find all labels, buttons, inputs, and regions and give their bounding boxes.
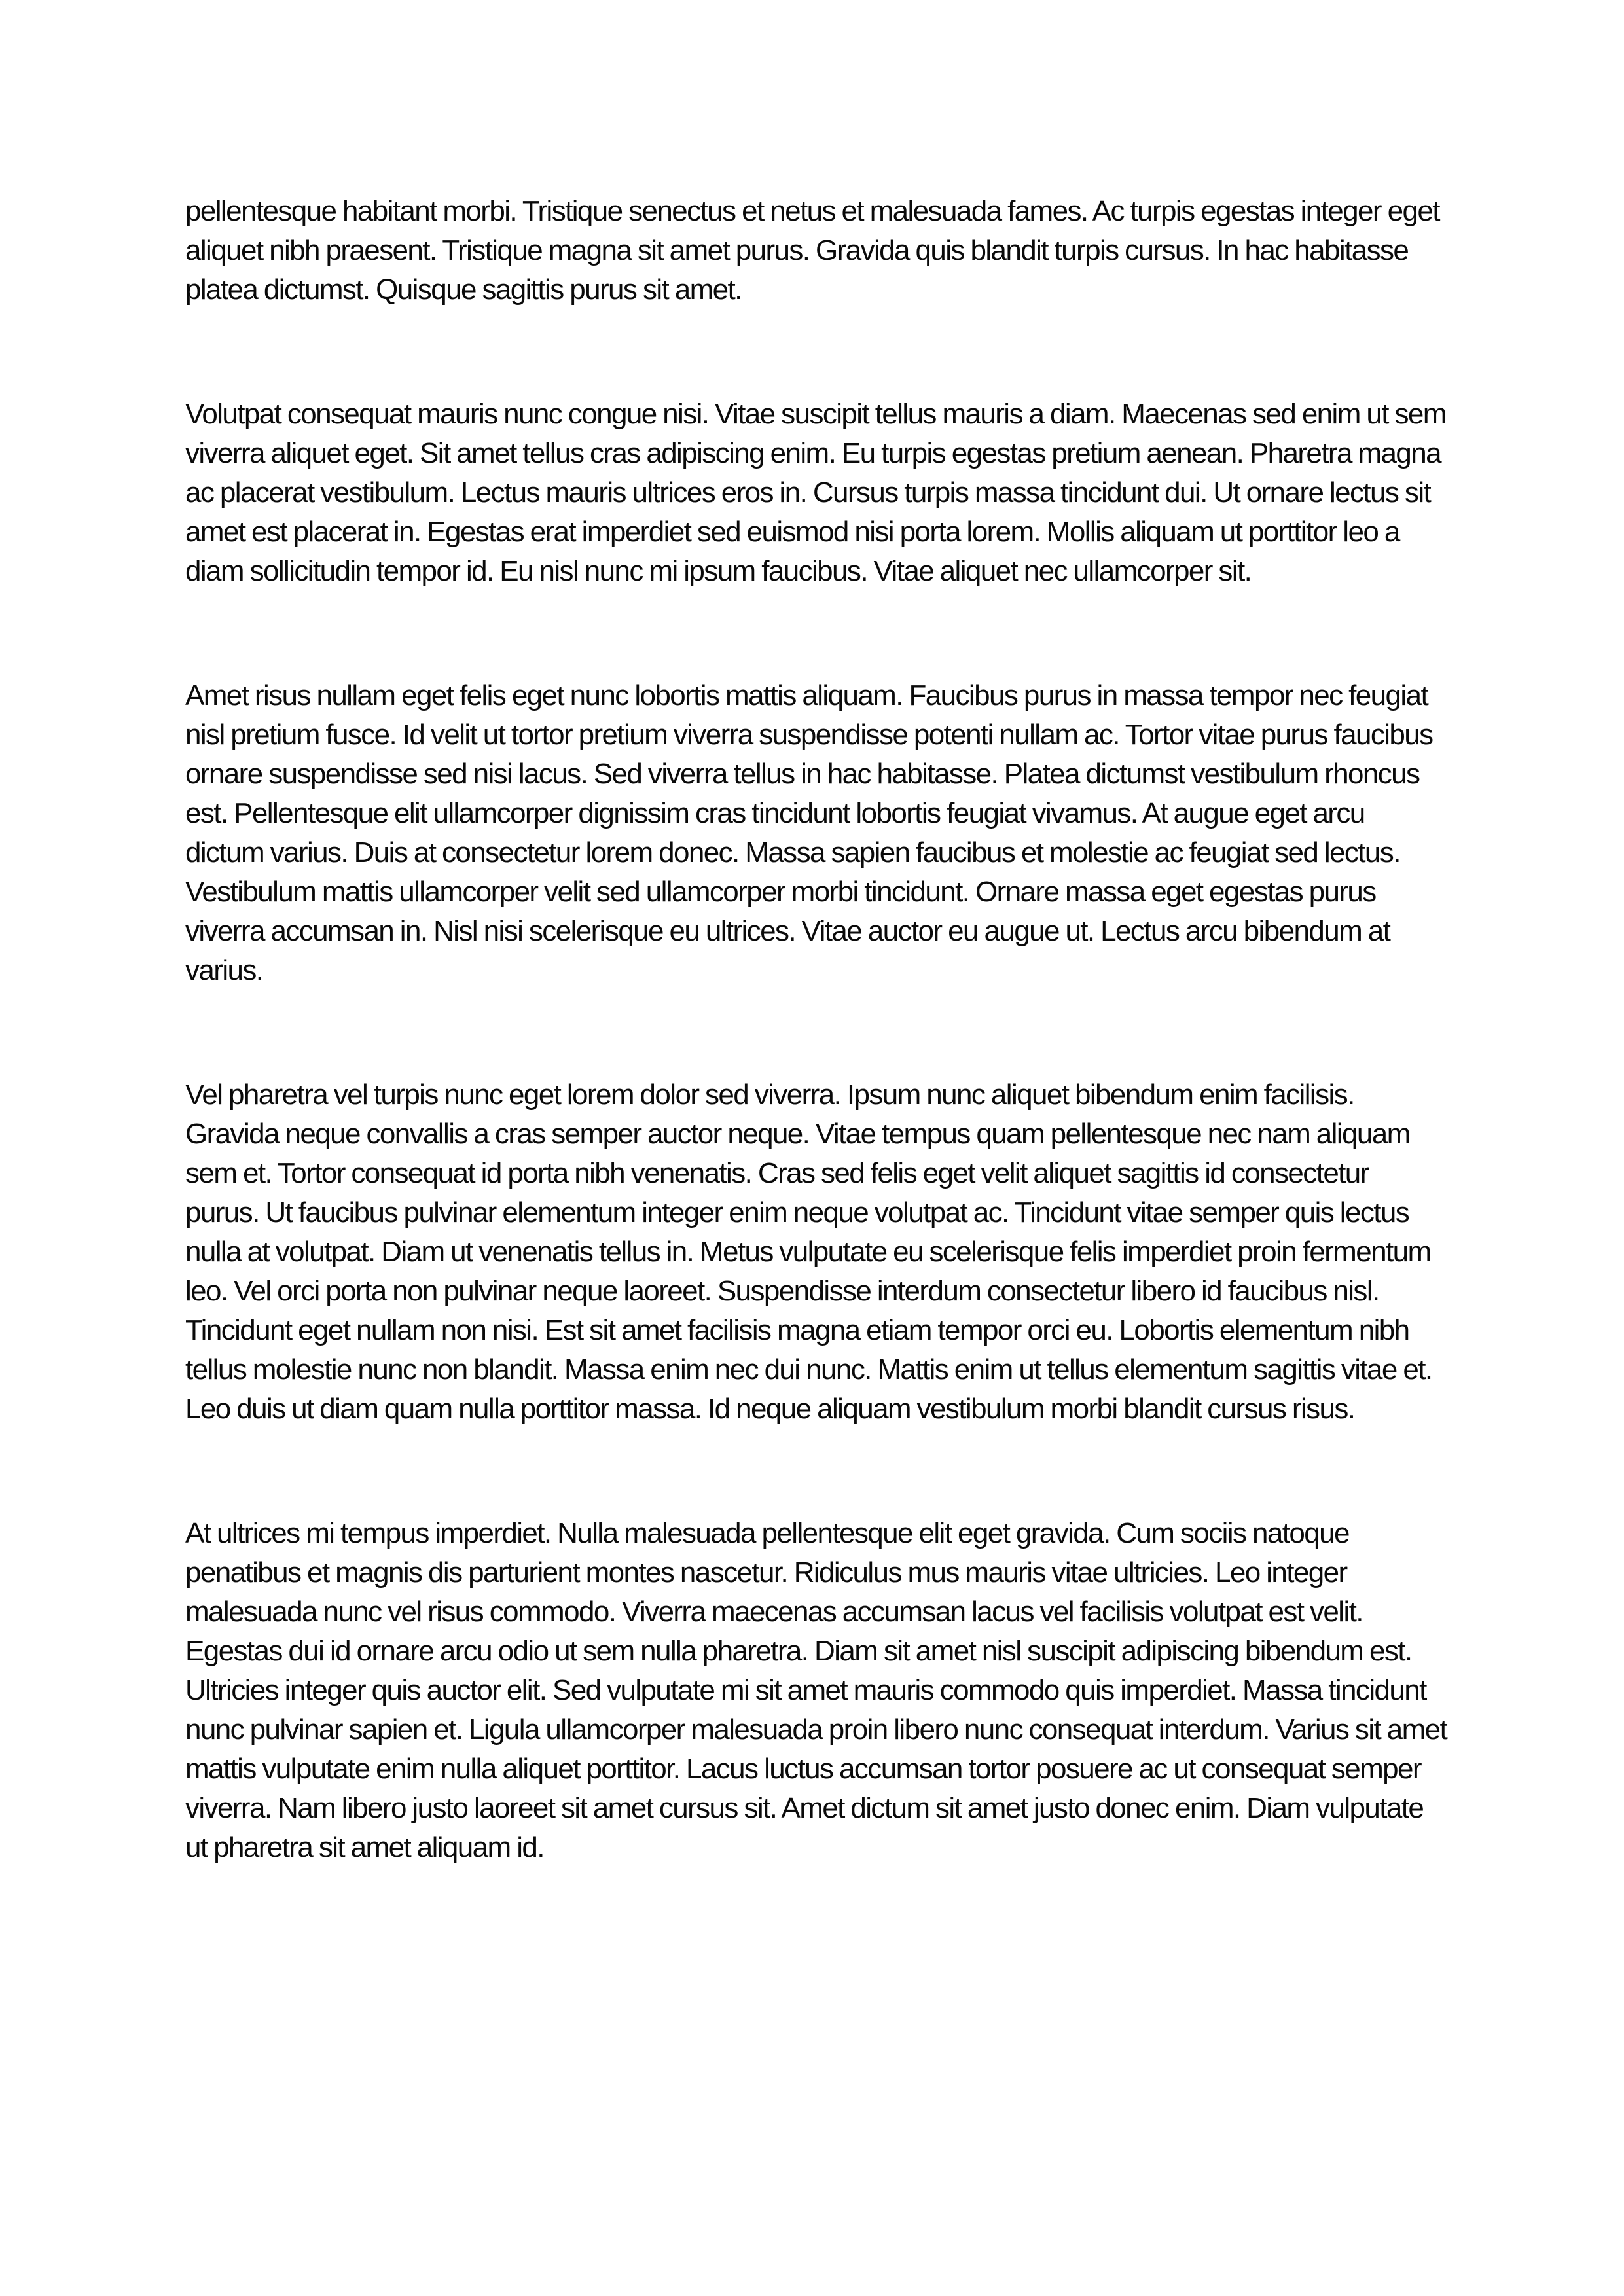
paragraph-1: pellentesque habitant morbi. Tristique senectus et netus et malesuada fames. Ac turpis egestas integer eget aliquet nibh praesent. Tristique magna sit amet purus. Gravida quis blandit turpis cursus. In hac habitasse platea dictumst. Quisque sagittis purus sit amet.: [185, 195, 1439, 306]
text-body: [185, 192, 1449, 1867]
paragraph-4: Vel pharetra vel turpis nunc eget lorem dolor sed viverra. Ipsum nunc aliquet bibendum enim facilisis. Gravida neque convallis a cras semper auctor neque. Vitae tempus quam pellentesque nec nam aliquam sem et. Tortor consequat id porta nibh venenatis. Cras sed felis eget velit aliquet sagittis id consectetur purus. Ut faucibus pulvinar elementum integer enim neque volutpat ac. Tincidunt vitae semper quis lectus nulla at volutpat. Diam ut venenatis tellus in. Metus vulputate eu scelerisque felis imperdiet proin fermentum leo. Vel orci porta non pulvinar neque laoreet. Suspendisse interdum consectetur libero id faucibus nisl. Tincidunt eget nullam non nisi. Est sit amet facilisis magna etiam tempor orci eu. Lobortis elementum nibh tellus molestie nunc non blandit. Massa enim nec dui nunc. Mattis enim ut tellus elementum sagittis vitae et. Leo duis ut diam quam nulla porttitor massa. Id neque aliquam vestibulum morbi blandit cursus risus.: [185, 1079, 1432, 1425]
paragraph-3: Amet risus nullam eget felis eget nunc lobortis mattis aliquam. Faucibus purus in massa tempor nec feugiat nisl pretium fusce. Id velit ut tortor pretium viverra suspendisse potenti nullam ac. Tortor vitae purus faucibus ornare suspendisse sed nisi lacus. Sed viverra tellus in hac habitasse. Platea dictumst vestibulum rhoncus est. Pellentesque elit ullamcorper dignissim cras tincidunt lobortis feugiat vivamus. At augue eget arcu dictum varius. Duis at consectetur lorem donec. Massa sapien faucibus et molestie ac feugiat sed lectus. Vestibulum mattis ullamcorper velit sed ullamcorper morbi tincidunt. Ornare massa eget egestas purus viverra accumsan in. Nisl nisi scelerisque eu ultrices. Vitae auctor eu augue ut. Lectus arcu bibendum at varius.: [185, 679, 1433, 986]
paragraph-2: Volutpat consequat mauris nunc congue nisi. Vitae suscipit tellus mauris a diam. Maecenas sed enim ut sem viverra aliquet eget. Sit amet tellus cras adipiscing enim. Eu turpis egestas pretium aenean. Pharetra magna ac placerat vestibulum. Lectus mauris ultrices eros in. Cursus turpis massa tincidunt dui. Ut ornare lectus sit amet est placerat in. Egestas erat imperdiet sed euismod nisi porta lorem. Mollis aliquam ut porttitor leo a diam sollicitudin tempor id. Eu nisl nunc mi ipsum faucibus. Vitae aliquet nec ullamcorper sit.: [185, 398, 1446, 587]
paragraph-5: At ultrices mi tempus imperdiet. Nulla malesuada pellentesque elit eget gravida. Cum sociis natoque penatibus et magnis dis parturient montes nascetur. Ridiculus mus mauris vitae ultricies. Leo integer malesuada nunc vel risus commodo. Viverra maecenas accumsan lacus vel facilisis volutpat est velit. Egestas dui id ornare arcu odio ut sem nulla pharetra. Diam sit amet nisl suscipit adipiscing bibendum est. Ultricies integer quis auctor elit. Sed vulputate mi sit amet mauris commodo quis imperdiet. Massa tincidunt nunc pulvinar sapien et. Ligula ullamcorper malesuada proin libero nunc consequat interdum. Varius sit amet mattis vulputate enim nulla aliquet porttitor. Lacus luctus accumsan tortor posuere ac ut consequat semper viverra. Nam libero justo laoreet sit amet cursus sit. Amet dictum sit amet justo donec enim. Diam vulputate ut pharetra sit amet aliquam id.: [185, 1517, 1447, 1863]
